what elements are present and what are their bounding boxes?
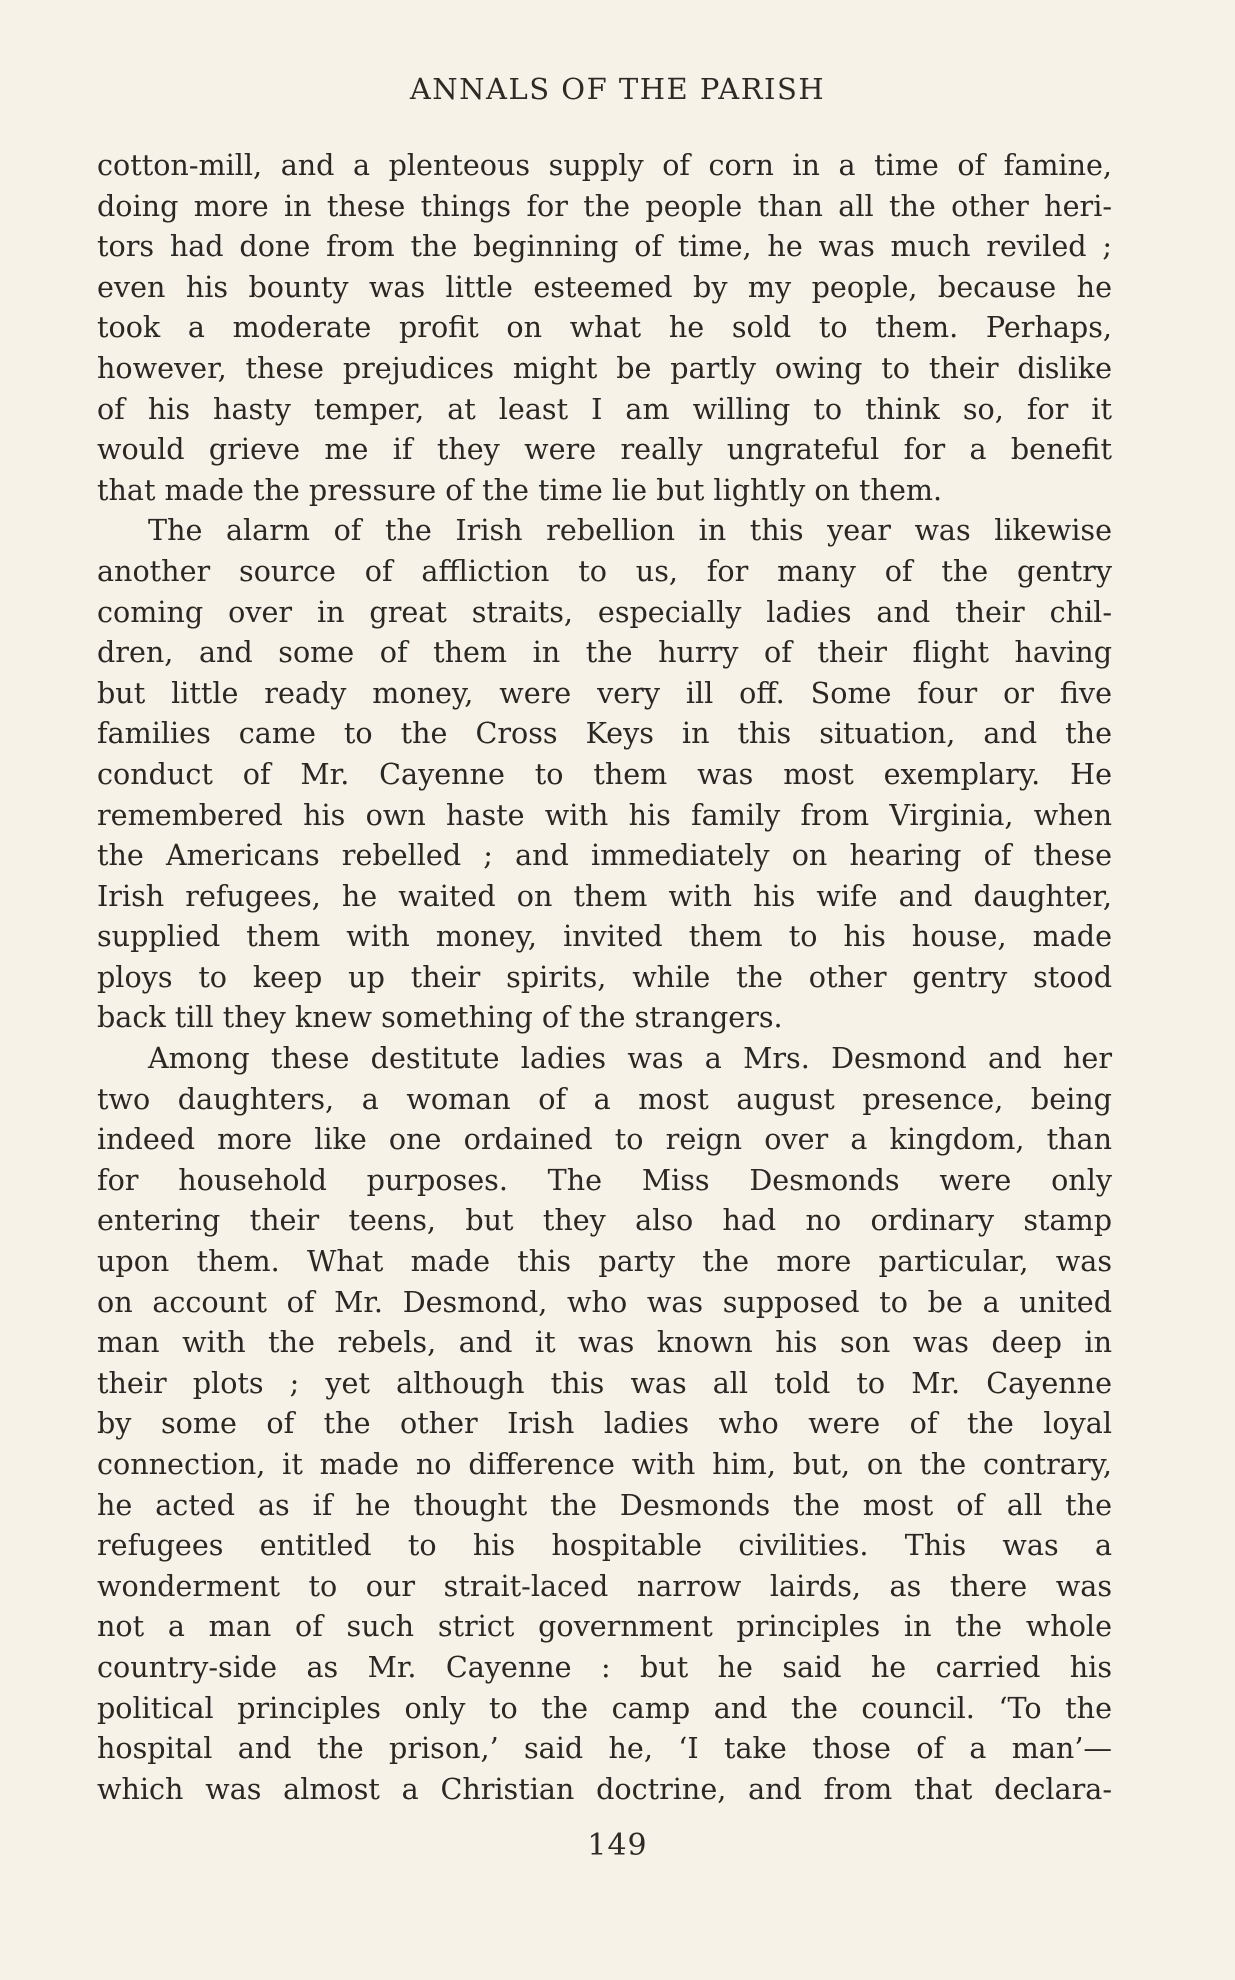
text-line: political principles only to the camp and the council. ‘To the xyxy=(97,1690,1112,1725)
text-line: coming over in great straits, especially ladies and their chil- xyxy=(97,594,1112,629)
text-line: two daughters, a woman of a most august presence, being xyxy=(97,1081,1112,1116)
text-line: but little ready money, were very ill off. Some four or five xyxy=(97,675,1112,710)
text-line: by some of the other Irish ladies who were of the loyal xyxy=(97,1406,1112,1441)
text-line: entering their teens, but they also had no ordinary stamp xyxy=(97,1203,1112,1238)
text-line: connection, it made no difference with him, but, on the contrary, xyxy=(97,1447,1112,1481)
text-line: Irish refugees, he waited on them with his wife and daughter, xyxy=(97,878,1112,913)
body-text xyxy=(97,145,1112,1809)
text-line: doing more in these things for the people than all the other heri- xyxy=(97,188,1112,223)
text-line: he acted as if he thought the Desmonds the most of all the xyxy=(97,1487,1112,1522)
text-line: on account of Mr. Desmond, who was supposed to be a united xyxy=(97,1284,1112,1319)
text-line: upon them. What made this party the more particular, was xyxy=(97,1244,1112,1279)
text-line: ploys to keep up their spirits, while the other gentry stood xyxy=(97,959,1112,994)
text-line: refugees entitled to his hospitable civilities. This was a xyxy=(97,1528,1112,1563)
text-line: wonderment to our strait-laced narrow lairds, as there was xyxy=(97,1568,1112,1603)
text-line: hospital and the prison,’ said he, ‘I take those of a man’— xyxy=(97,1731,1112,1766)
text-line: remembered his own haste with his family from Virginia, when xyxy=(97,797,1112,832)
text-line: however, these prejudices might be partly owing to their dislike xyxy=(97,350,1112,385)
text-line: tors had done from the beginning of time, he was much reviled ; xyxy=(97,229,1112,264)
paragraph xyxy=(97,1038,1112,1809)
text-line: would grieve me if they were really ungrateful for a benefit xyxy=(97,432,1112,467)
text-line: which was almost a Christian doctrine, and from that declara- xyxy=(97,1771,1112,1806)
text-line: the Americans rebelled ; and immediately on hearing of these xyxy=(97,838,1112,873)
text-line: cotton-mill, and a plenteous supply of corn in a time of famine, xyxy=(97,148,1112,182)
text-line: even his bounty was little esteemed by my people, because he xyxy=(97,269,1112,304)
text-line: dren, and some of them in the hurry of their flight having xyxy=(97,635,1112,670)
text-line: their plots ; yet although this was all told to Mr. Cayenne xyxy=(97,1365,1112,1400)
text-line: indeed more like one ordained to reign over a kingdom, than xyxy=(97,1122,1112,1157)
text-line: of his hasty temper, at least I am willing to think so, for it xyxy=(97,391,1112,426)
running-head: ANNALS OF THE PARISH xyxy=(409,72,826,106)
text-line: took a moderate profit on what he sold to them. Perhaps, xyxy=(97,310,1112,345)
paragraph xyxy=(97,145,1112,510)
page-number: 149 xyxy=(587,1828,648,1863)
text-line: back till they knew something of the strangers. xyxy=(97,1000,783,1035)
text-line: not a man of such strict government principles in the whole xyxy=(97,1609,1112,1644)
text-line: another source of affliction to us, for many of the gentry xyxy=(97,553,1112,588)
text-line: The alarm of the Irish rebellion in this year was likewise xyxy=(148,513,1112,548)
text-line: that made the pressure of the time lie but lightly on them. xyxy=(97,472,943,507)
text-line: families came to the Cross Keys in this situation, and the xyxy=(97,716,1112,751)
text-line: supplied them with money, invited them to his house, made xyxy=(97,919,1112,954)
text-line: for household purposes. The Miss Desmonds were only xyxy=(97,1162,1112,1197)
text-line: man with the rebels, and it was known his son was deep in xyxy=(97,1325,1112,1360)
text-line: Among these destitute ladies was a Mrs. Desmond and her xyxy=(148,1041,1112,1076)
text-line: conduct of Mr. Cayenne to them was most exemplary. He xyxy=(97,756,1112,791)
text-line: country-side as Mr. Cayenne : but he said he carried his xyxy=(97,1649,1112,1684)
paragraph xyxy=(97,510,1112,1038)
